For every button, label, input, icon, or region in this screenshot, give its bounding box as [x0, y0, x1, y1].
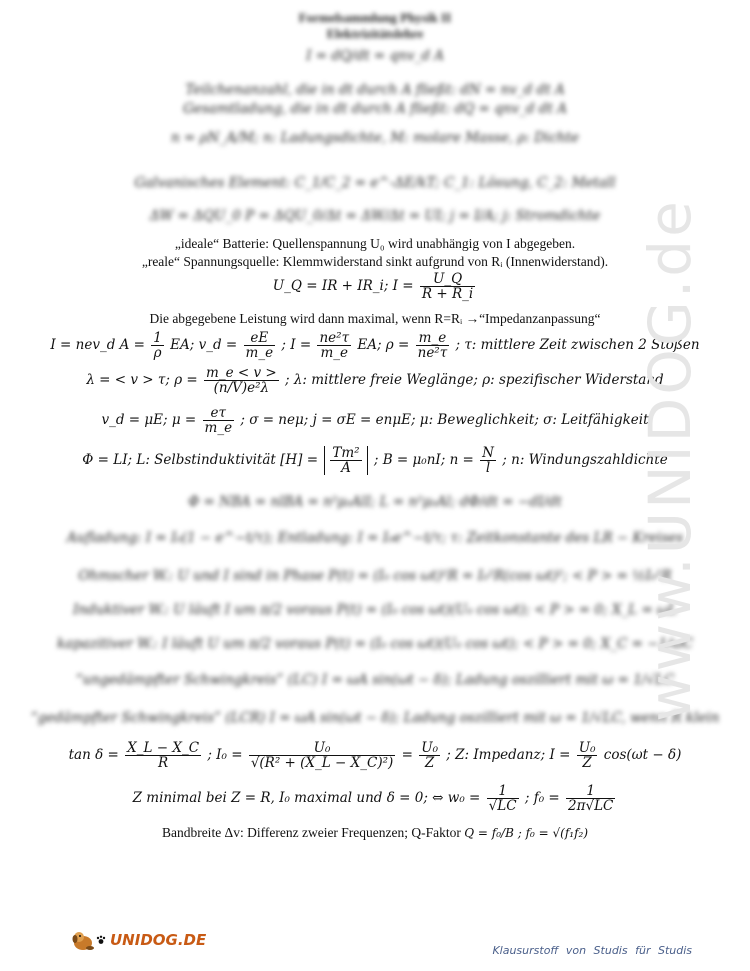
- frac-den: m_e: [320, 345, 349, 361]
- footer-slogan: Klausurstoff von Studis für Studis: [492, 944, 692, 957]
- bandwidth-text: Bandbreite Δv: Differenz zweier Frequenzen; Q-Faktor: [161, 825, 461, 840]
- eq-ind-frac1: [330, 446, 361, 475]
- frac-den: m_e: [204, 420, 233, 436]
- blurred-formula-charge: Gesamtladung, die in dt durch A fließt: dQ = qnv_d dt A: [183, 101, 567, 117]
- eq-res-frac1: [487, 784, 519, 813]
- eq-res-frac2: [566, 784, 615, 813]
- eq-tan-part2: ; I₀ =: [207, 747, 243, 763]
- frac-den: √(R² + (X_L − X_C)²): [250, 755, 394, 771]
- eq-path-frac: [204, 366, 279, 395]
- blurred-formula-density: n = ρN_A/M; n: Ladungsdichte, M: molare Masse, ρ: Dichte: [171, 130, 579, 146]
- eq-tan-part3: =: [401, 747, 413, 763]
- eq-tan-part5: cos(ωt − δ): [603, 747, 682, 763]
- equation-resonance: [0, 784, 750, 813]
- eq-ind-part2: ; B = μ₀nI; n =: [373, 452, 474, 468]
- doc-title: Formelsammlung Physik II: [298, 10, 452, 25]
- eq-tan-frac4: [577, 741, 598, 770]
- frac-num: N: [482, 445, 494, 461]
- eq-current-part1: I = nev_d A =: [50, 337, 145, 353]
- impedance-matching-text: Die abgegebene Leistung wird dann maximal, wenn R=Rᵢ →“Impedanzanpassung“: [149, 311, 601, 326]
- blurred-formula-inductive: Induktiver W.: U läuft I um π/2 voraus P(t) = (I₀ cos ωt)(U₀ cos ωt); < P > = 0; X_L = ωL: [72, 602, 678, 618]
- eq-current-frac4: [416, 331, 450, 360]
- battery-ideal-text: „ideale“ Batterie: Quellenspannung U₀ wird unabhängig von I abgegeben.: [174, 236, 576, 251]
- frac-den: √LC: [488, 798, 517, 814]
- frac-num: Tm²: [332, 445, 360, 461]
- logo-text: UNIDOG.DE: [110, 931, 207, 949]
- eq-source-num: U_Q: [420, 272, 475, 287]
- eq-mob-part1: v_d = μE; μ =: [101, 412, 197, 428]
- frac-den: A: [341, 460, 351, 476]
- eq-current-part2: EA; v_d =: [170, 337, 238, 353]
- bandwidth-formula: Q = f₀/B ; f₀ = √(f₁f₂): [464, 826, 589, 840]
- frac-den: ne²τ: [417, 345, 448, 361]
- eq-res-part1: Z minimal bei Z = R, I₀ maximal und δ = 0; ⇔ w₀ =: [132, 790, 481, 806]
- eq-path-part2: ; λ: mittlere freie Weglänge; ρ: spezifischer Widerstand: [285, 372, 664, 388]
- eq-source-den: R + R_i: [421, 286, 474, 302]
- unidog-logo: [70, 928, 206, 952]
- blurred-formula-lc-circuit: “ungedämpfter Schwingkreis” (LC) I = ωA sin(ωt − δ); Ladung oszilliert mit ω = 1/√LC: [75, 672, 675, 688]
- eq-current-part3: ; I =: [281, 337, 312, 353]
- eq-tan-part4: ; Z: Impedanz; I =: [446, 747, 571, 763]
- frac-den: ρ: [153, 345, 162, 361]
- frac-num: 1: [487, 784, 519, 799]
- blurred-formula-lcr-circuit: “gedämpfter Schwingkreis” (LCR) I = ωA sin(ωt − δ); Ladung oszilliert mit ω = 1/√LC, wenn R klein: [30, 710, 720, 726]
- blurred-formula-ohmic: Ohmscher W.: U und I sind in Phase P(t) = (I₀ cos ωt)²R = I₀²R(cos ωt)²; < P > = ½I₀²R: [78, 568, 672, 584]
- frac-den: 2π√LC: [568, 798, 614, 814]
- blurred-formula-current: I = dQ/dt = qnv_d A: [306, 48, 444, 64]
- eq-tan-frac1: [125, 741, 201, 770]
- frac-num: U₀: [578, 740, 596, 756]
- frac-den: (n/V)e²λ: [213, 380, 270, 396]
- blurred-formula-particles: Teilchenanzahl, die in dt durch A fließt: dN = nv_d dt A: [185, 82, 565, 98]
- eq-ind-bracket: [324, 446, 367, 475]
- eq-ind-part1: Φ = LI; L: Selbstinduktivität [H] =: [82, 452, 319, 468]
- watermark-text: www.UNIDOG.de: [636, 198, 704, 722]
- watermark: [636, 198, 704, 722]
- blurred-formula-galvanic: Galvanisches Element: C_1/C_2 = e^-ΔE/kT; C_1: Lösung, C_2: Metall: [134, 175, 616, 191]
- eq-path-part1: λ = < v > τ; ρ =: [86, 372, 198, 388]
- eq-current-frac3: [317, 331, 351, 360]
- frac-den: Z: [424, 755, 435, 771]
- eq-current-frac1: [151, 331, 164, 360]
- blurred-formula-capacitive: kapazitiver W.: I läuft U um π/2 voraus P(t) = (I₀ cos ωt)(U₀ cos ωt); < P > = 0; X_C = −1/ωC: [56, 636, 694, 652]
- frac-den: m_e: [245, 345, 274, 361]
- frac-num: 1: [153, 330, 162, 346]
- eq-ind-part3: ; n: Windungszahldichte: [502, 452, 668, 468]
- battery-real-text: „reale“ Spannungsquelle: Klemmwiderstand sinkt aufgrund von Rᵢ (Innenwiderstand).: [141, 254, 609, 269]
- eq-tan-part1: tan δ =: [68, 747, 119, 763]
- eq-current-part4: EA; ρ =: [357, 337, 410, 353]
- frac-num: m_e < v >: [206, 365, 277, 381]
- frac-num: X_L − X_C: [127, 740, 200, 756]
- eq-ind-frac2: [480, 446, 496, 475]
- frac-num: U₀: [421, 740, 438, 756]
- bandwidth-line: [0, 825, 750, 841]
- eq-source-fraction: [420, 272, 475, 301]
- eq-source-lhs: U_Q = IR + IR_i; I =: [272, 278, 414, 294]
- eq-mob-part2: ; σ = neμ; j = σE = enμE; μ: Beweglichkeit; σ: Leitfähigkeit: [240, 412, 649, 428]
- eq-tan-frac3: [419, 741, 440, 770]
- dog-icon: [70, 928, 96, 952]
- frac-den: l: [485, 460, 491, 476]
- blurred-formula-charging: Aufladung: I = I₀(1 − e^−t/τ); Entladung: I = I₀e^−t/τ; τ: Zeitkonstante des LR − Kreises: [66, 530, 684, 546]
- eq-tan-frac2: [249, 741, 395, 770]
- paw-icon: [96, 935, 106, 945]
- eq-mob-frac: [203, 406, 235, 435]
- frac-num: ne²τ: [319, 330, 350, 346]
- eq-current-frac2: [244, 331, 276, 360]
- eq-res-part2: ; f₀ =: [524, 790, 560, 806]
- blurred-formula-power: ΔW = ΔQU_0 P = ΔQU_0/Δt = ΔW/Δt = UI; j = I/A; j: Stromdichte: [149, 208, 601, 224]
- eq-current-part5: ; τ: mittlere Zeit zwischen 2 Stößen: [455, 337, 700, 353]
- frac-num: m_e: [416, 331, 450, 346]
- frac-num: U₀: [249, 741, 395, 756]
- frac-den: R: [157, 755, 169, 771]
- blurred-formula-flux: Φ = NBA = nlBA = n²μ₀AlI; L = n²μ₀Al; dΦ/dt = −dI/dt: [188, 494, 562, 510]
- frac-num: eτ: [203, 406, 235, 421]
- frac-num: 1: [566, 784, 615, 799]
- frac-den: Z: [582, 755, 592, 771]
- frac-num: eE: [244, 331, 276, 346]
- equation-phase-impedance: [0, 741, 750, 770]
- doc-subtitle: Elektrizitätslehre: [326, 26, 424, 41]
